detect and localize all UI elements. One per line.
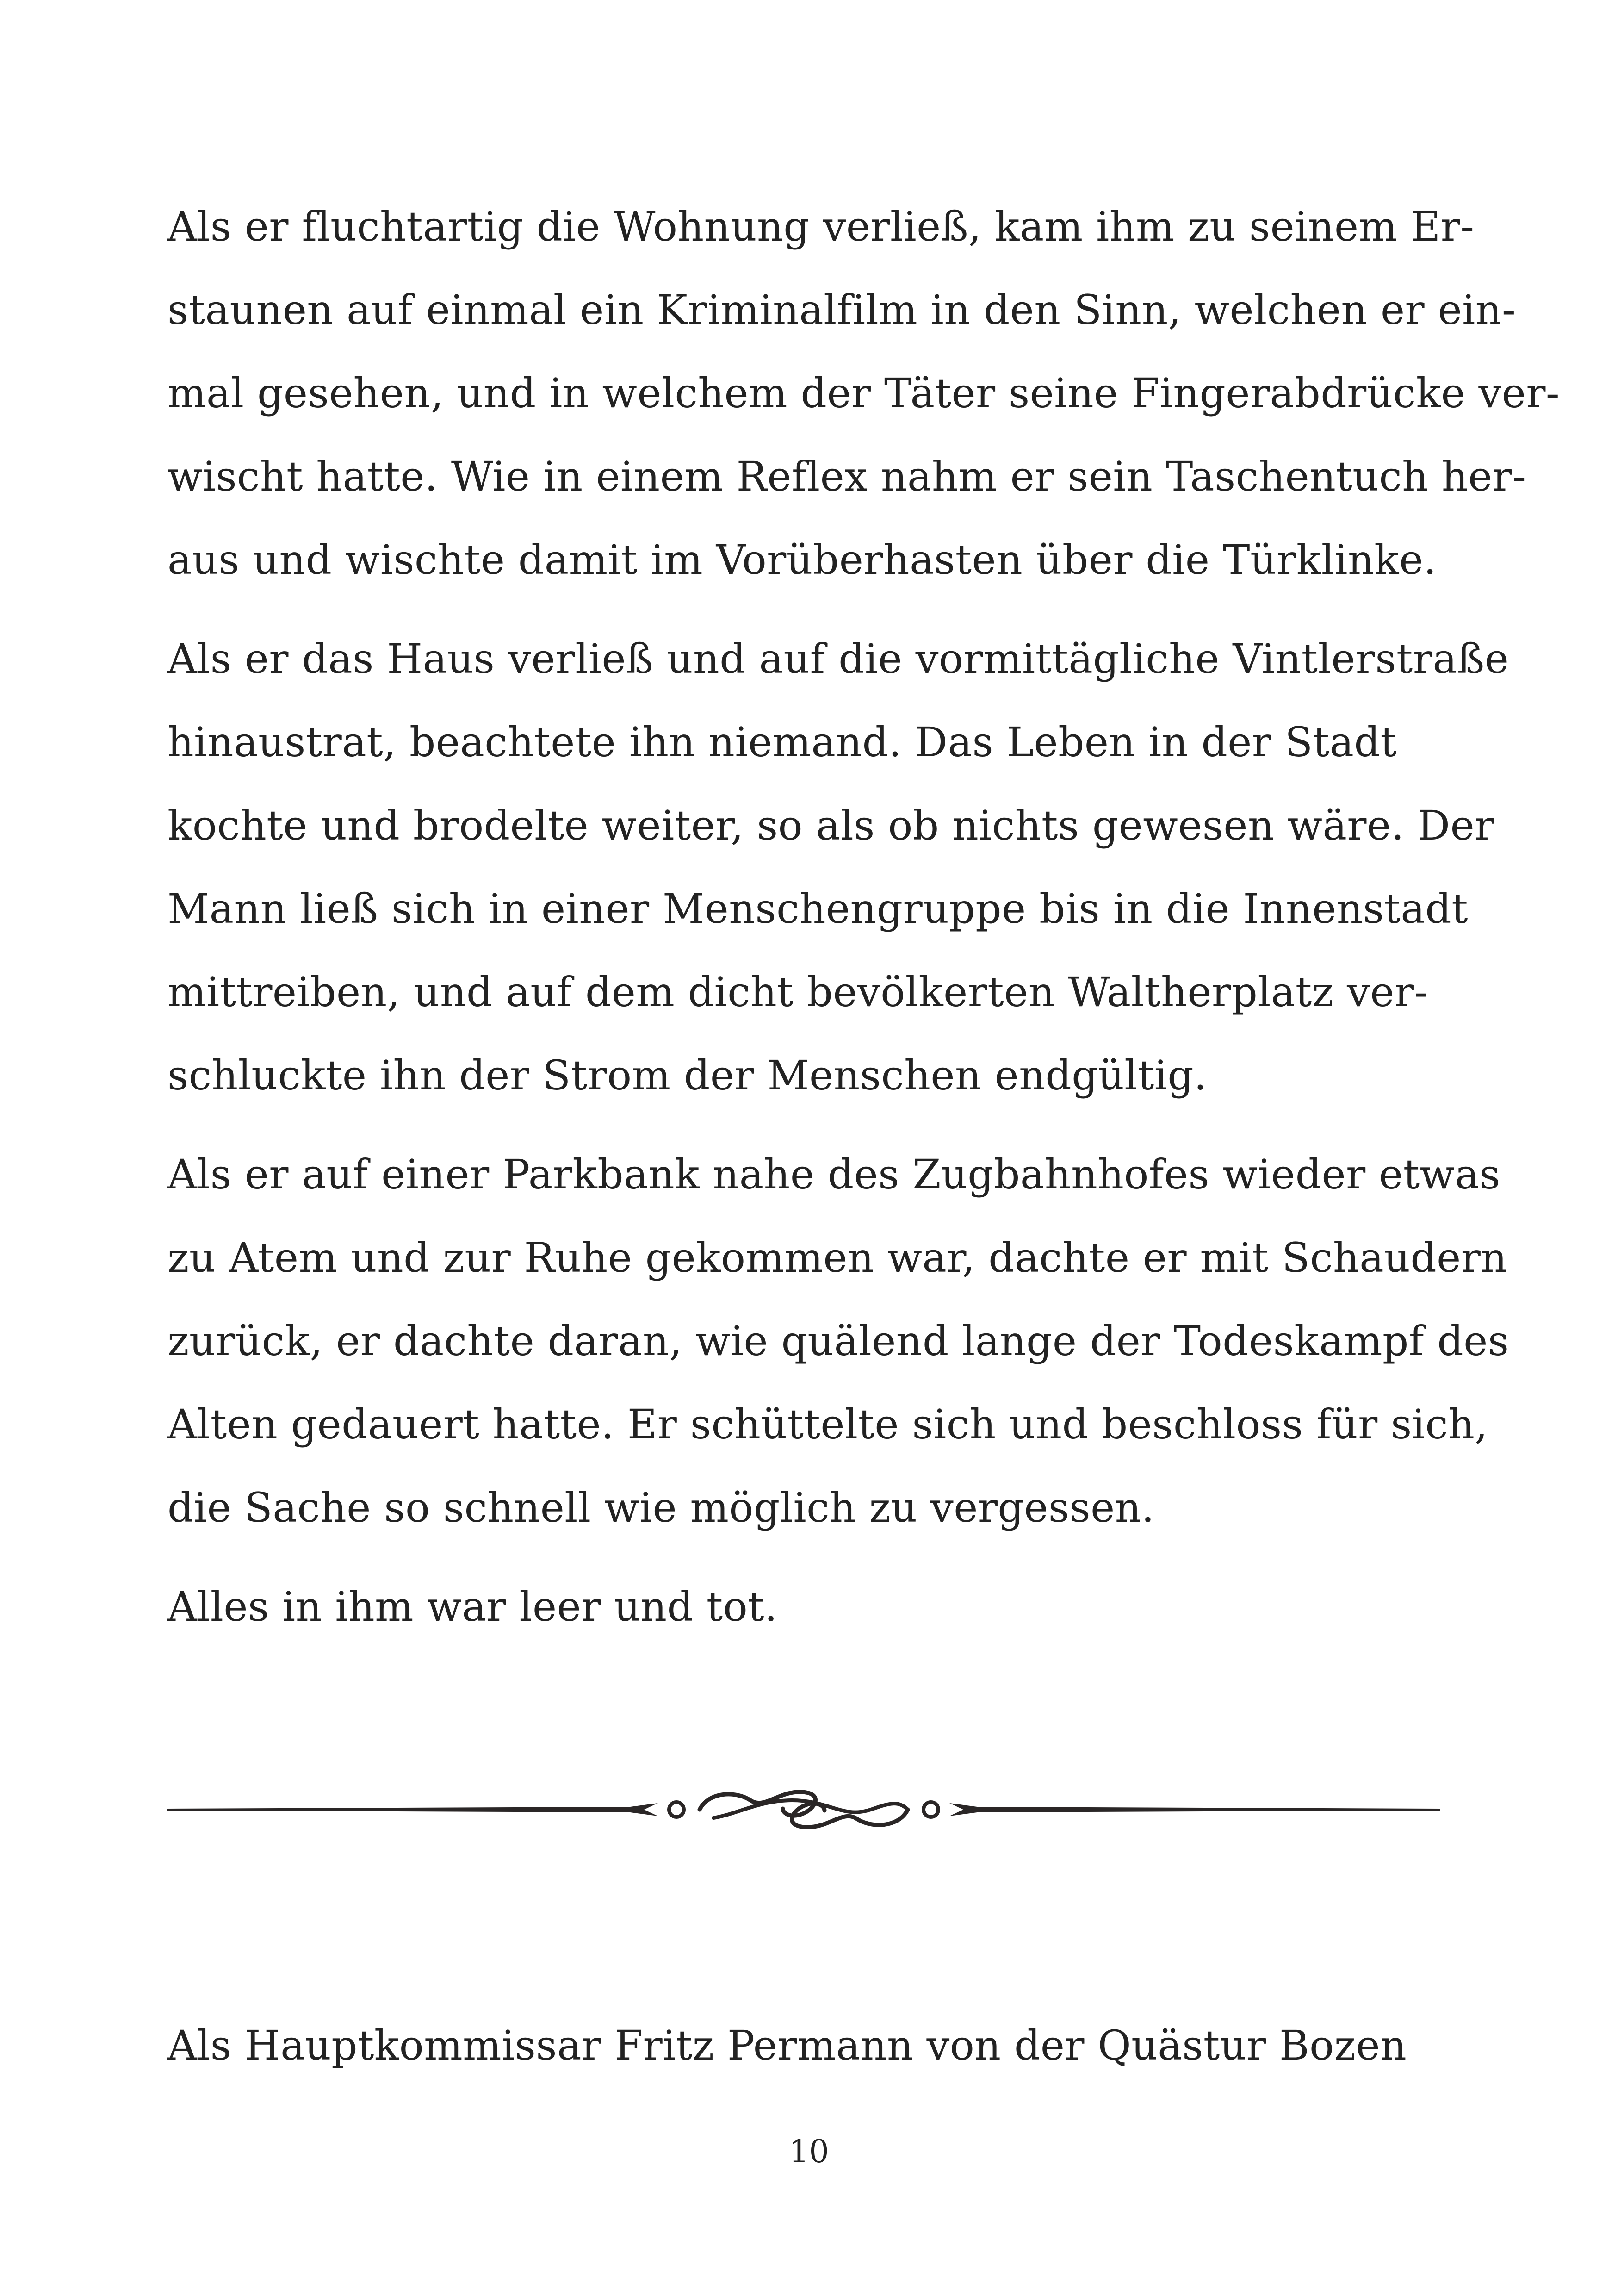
paragraph — [167, 1133, 1509, 1549]
text-line: Mann ließ sich in einer Menschengruppe bis in die Innenstadt — [167, 885, 1469, 933]
next-section-first-line: Als Hauptkommissar Fritz Permann von der Quästur Bozen — [167, 2022, 1407, 2069]
paragraph-gap — [167, 1549, 1463, 1565]
text-line: hinaustrat, beachtete ihn niemand. Das Leben in der Stadt — [167, 718, 1397, 766]
flourish-divider-icon — [167, 1782, 1440, 1837]
text-line: Alten gedauert hatte. Er schüttelte sich und beschloss für sich, — [167, 1400, 1488, 1448]
paragraph — [167, 185, 1560, 602]
page-number: 10 — [789, 2134, 829, 2170]
text-line: Alles in ihm war leer und tot. — [167, 1583, 778, 1630]
text-line: zu Atem und zur Ruhe gekommen war, dachte er mit Schaudern — [167, 1234, 1507, 1282]
paragraph-gap — [167, 1117, 1463, 1133]
text-line: Als er fluchtartig die Wohnung verließ, kam ihm zu seinem Er- — [167, 203, 1475, 250]
text-line: Als er das Haus verließ und auf die vormittägliche Vintlerstraße — [167, 635, 1509, 683]
text-line: schluckte ihn der Strom der Menschen endgültig. — [167, 1052, 1207, 1099]
text-line: aus und wischte damit im Vorüberhasten über die Türklinke. — [167, 536, 1437, 584]
text-line: Als er auf einer Parkbank nahe des Zugbahnhofes wieder etwas — [167, 1151, 1501, 1198]
text-line: mittreiben, und auf dem dicht bevölkerten Waltherplatz ver- — [167, 968, 1428, 1016]
paragraph — [167, 617, 1509, 1117]
text-line: kochte und brodelte weiter, so als ob nichts gewesen wäre. Der — [167, 802, 1494, 849]
paragraph — [167, 1565, 1463, 1649]
text-line: mal gesehen, und in welchem der Täter seine Fingerabdrücke ver- — [167, 369, 1560, 417]
text-line: zurück, er dachte daran, wie quälend lange der Todeskampf des — [167, 1317, 1509, 1365]
text-line: staunen auf einmal ein Kriminalfilm in den Sinn, welchen er ein- — [167, 286, 1516, 334]
paragraph-gap — [167, 602, 1463, 617]
text-line: wischt hatte. Wie in einem Reflex nahm er sein Taschentuch her- — [167, 453, 1526, 500]
body-text — [167, 185, 1560, 1649]
text-line: die Sache so schnell wie möglich zu vergessen. — [167, 1484, 1155, 1531]
